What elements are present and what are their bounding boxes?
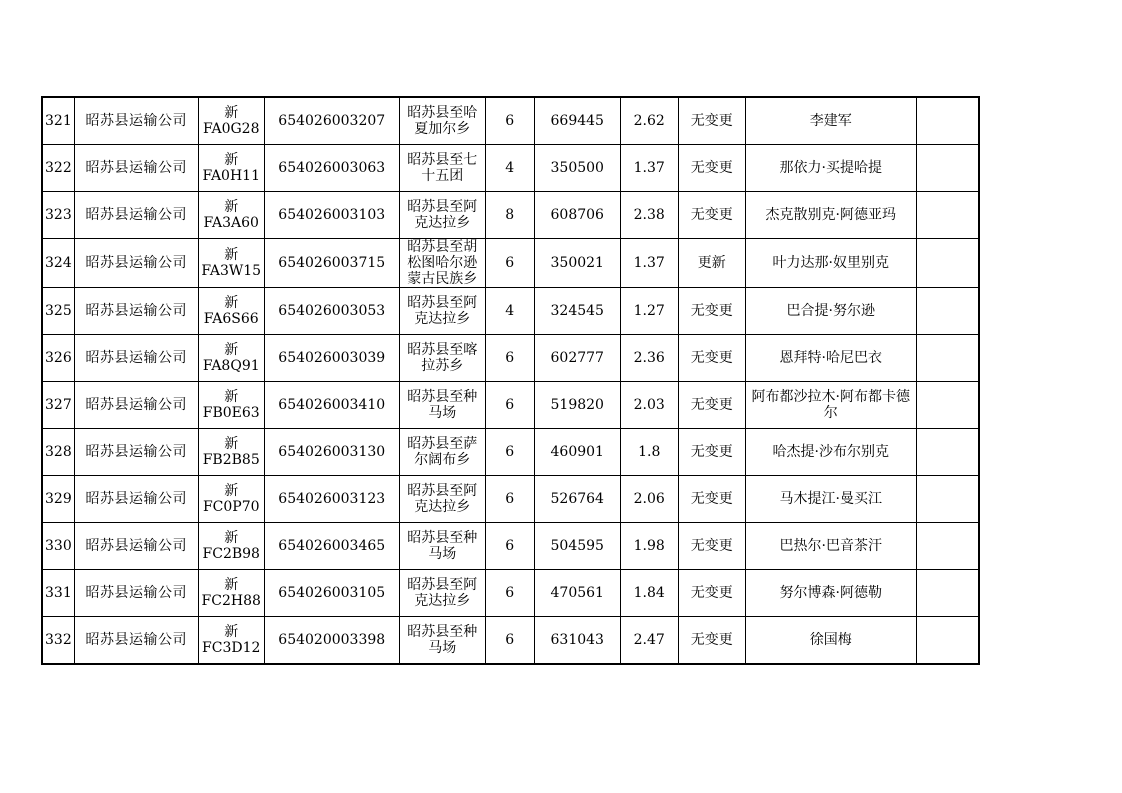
seats-cell: 4: [485, 145, 534, 192]
owner-cell: 李建军: [745, 97, 916, 145]
note-cell: [916, 97, 979, 145]
table-row: [42, 382, 979, 429]
plate-number-cell: 新FA0H11: [198, 145, 264, 192]
owner-cell: 马木提江·曼买江: [745, 476, 916, 523]
permit-code-cell: 654026003053: [264, 288, 399, 335]
status-cell: 无变更: [678, 97, 745, 145]
row-index-cell: 325: [42, 288, 74, 335]
value-cell: 526764: [534, 476, 620, 523]
plate-number-cell: 新FA6S66: [198, 288, 264, 335]
value-cell: 350500: [534, 145, 620, 192]
company-cell: 昭苏县运输公司: [74, 570, 198, 617]
note-cell: [916, 382, 979, 429]
value-cell: 460901: [534, 429, 620, 476]
coefficient-cell: 1.98: [620, 523, 678, 570]
owner-cell: 恩拜特·哈尼巴衣: [745, 335, 916, 382]
row-index-cell: 322: [42, 145, 74, 192]
table-row: [42, 192, 979, 239]
route-cell: 昭苏县至阿克达拉乡: [399, 192, 485, 239]
table-row: [42, 617, 979, 665]
value-cell: 608706: [534, 192, 620, 239]
route-cell: 昭苏县至种马场: [399, 617, 485, 665]
company-cell: 昭苏县运输公司: [74, 335, 198, 382]
table-row: [42, 523, 979, 570]
note-cell: [916, 239, 979, 288]
company-cell: 昭苏县运输公司: [74, 523, 198, 570]
row-index-cell: 328: [42, 429, 74, 476]
coefficient-cell: 1.37: [620, 239, 678, 288]
table-row: [42, 335, 979, 382]
table-row: [42, 97, 979, 145]
status-cell: 无变更: [678, 617, 745, 665]
plate-number-cell: 新FA8Q91: [198, 335, 264, 382]
owner-cell: 阿布都沙拉木·阿布都卡德尔: [745, 382, 916, 429]
row-index-cell: 324: [42, 239, 74, 288]
status-cell: 无变更: [678, 192, 745, 239]
permit-code-cell: 654026003063: [264, 145, 399, 192]
note-cell: [916, 192, 979, 239]
table-row: [42, 429, 979, 476]
plate-number-cell: 新FC3D12: [198, 617, 264, 665]
route-cell: 昭苏县至种马场: [399, 382, 485, 429]
coefficient-cell: 2.38: [620, 192, 678, 239]
plate-number-cell: 新FC0P70: [198, 476, 264, 523]
route-cell: 昭苏县至胡松图哈尔逊蒙古民族乡: [399, 239, 485, 288]
seats-cell: 6: [485, 476, 534, 523]
company-cell: 昭苏县运输公司: [74, 288, 198, 335]
company-cell: 昭苏县运输公司: [74, 239, 198, 288]
company-cell: 昭苏县运输公司: [74, 382, 198, 429]
route-cell: 昭苏县至七十五团: [399, 145, 485, 192]
route-cell: 昭苏县至哈夏加尔乡: [399, 97, 485, 145]
note-cell: [916, 145, 979, 192]
note-cell: [916, 570, 979, 617]
owner-cell: 巴热尔·巴音茶汗: [745, 523, 916, 570]
status-cell: 无变更: [678, 382, 745, 429]
note-cell: [916, 429, 979, 476]
note-cell: [916, 476, 979, 523]
coefficient-cell: 1.27: [620, 288, 678, 335]
route-cell: 昭苏县至阿克达拉乡: [399, 570, 485, 617]
permit-code-cell: 654026003207: [264, 97, 399, 145]
table-row: [42, 570, 979, 617]
note-cell: [916, 617, 979, 665]
coefficient-cell: 2.36: [620, 335, 678, 382]
route-cell: 昭苏县至萨尔阔布乡: [399, 429, 485, 476]
status-cell: 无变更: [678, 476, 745, 523]
coefficient-cell: 2.06: [620, 476, 678, 523]
status-cell: 无变更: [678, 335, 745, 382]
status-cell: 更新: [678, 239, 745, 288]
owner-cell: 叶力达那·奴里别克: [745, 239, 916, 288]
seats-cell: 6: [485, 239, 534, 288]
route-cell: 昭苏县至种马场: [399, 523, 485, 570]
coefficient-cell: 1.8: [620, 429, 678, 476]
table-row: [42, 145, 979, 192]
seats-cell: 6: [485, 523, 534, 570]
value-cell: 504595: [534, 523, 620, 570]
owner-cell: 杰克散别克·阿德亚玛: [745, 192, 916, 239]
owner-cell: 哈杰提·沙布尔别克: [745, 429, 916, 476]
row-index-cell: 321: [42, 97, 74, 145]
note-cell: [916, 288, 979, 335]
permit-code-cell: 654026003105: [264, 570, 399, 617]
row-index-cell: 330: [42, 523, 74, 570]
company-cell: 昭苏县运输公司: [74, 476, 198, 523]
value-cell: 669445: [534, 97, 620, 145]
seats-cell: 6: [485, 335, 534, 382]
coefficient-cell: 1.84: [620, 570, 678, 617]
row-index-cell: 329: [42, 476, 74, 523]
company-cell: 昭苏县运输公司: [74, 429, 198, 476]
owner-cell: 徐国梅: [745, 617, 916, 665]
coefficient-cell: 1.37: [620, 145, 678, 192]
route-cell: 昭苏县至喀拉苏乡: [399, 335, 485, 382]
permit-code-cell: 654026003130: [264, 429, 399, 476]
company-cell: 昭苏县运输公司: [74, 97, 198, 145]
route-cell: 昭苏县至阿克达拉乡: [399, 288, 485, 335]
table-row: [42, 239, 979, 288]
status-cell: 无变更: [678, 145, 745, 192]
plate-number-cell: 新FB0E63: [198, 382, 264, 429]
owner-cell: 努尔博森·阿德勒: [745, 570, 916, 617]
owner-cell: 巴合提·努尔逊: [745, 288, 916, 335]
plate-number-cell: 新FC2B98: [198, 523, 264, 570]
note-cell: [916, 335, 979, 382]
seats-cell: 6: [485, 570, 534, 617]
status-cell: 无变更: [678, 288, 745, 335]
value-cell: 350021: [534, 239, 620, 288]
plate-number-cell: 新FA0G28: [198, 97, 264, 145]
row-index-cell: 326: [42, 335, 74, 382]
permit-code-cell: 654026003103: [264, 192, 399, 239]
plate-number-cell: 新FA3A60: [198, 192, 264, 239]
table-row: [42, 476, 979, 523]
route-cell: 昭苏县至阿克达拉乡: [399, 476, 485, 523]
row-index-cell: 323: [42, 192, 74, 239]
value-cell: 470561: [534, 570, 620, 617]
coefficient-cell: 2.03: [620, 382, 678, 429]
value-cell: 602777: [534, 335, 620, 382]
row-index-cell: 332: [42, 617, 74, 665]
data-sheet: [41, 96, 980, 665]
company-cell: 昭苏县运输公司: [74, 617, 198, 665]
permit-code-cell: 654026003465: [264, 523, 399, 570]
owner-cell: 那依力·买提哈提: [745, 145, 916, 192]
status-cell: 无变更: [678, 523, 745, 570]
status-cell: 无变更: [678, 429, 745, 476]
company-cell: 昭苏县运输公司: [74, 192, 198, 239]
value-cell: 631043: [534, 617, 620, 665]
permit-code-cell: 654026003123: [264, 476, 399, 523]
coefficient-cell: 2.62: [620, 97, 678, 145]
seats-cell: 6: [485, 97, 534, 145]
permit-code-cell: 654026003039: [264, 335, 399, 382]
plate-number-cell: 新FA3W15: [198, 239, 264, 288]
status-cell: 无变更: [678, 570, 745, 617]
row-index-cell: 331: [42, 570, 74, 617]
vehicle-table: [41, 96, 980, 665]
coefficient-cell: 2.47: [620, 617, 678, 665]
seats-cell: 6: [485, 617, 534, 665]
note-cell: [916, 523, 979, 570]
table-body: [42, 97, 979, 664]
seats-cell: 4: [485, 288, 534, 335]
permit-code-cell: 654020003398: [264, 617, 399, 665]
row-index-cell: 327: [42, 382, 74, 429]
value-cell: 324545: [534, 288, 620, 335]
plate-number-cell: 新FB2B85: [198, 429, 264, 476]
company-cell: 昭苏县运输公司: [74, 145, 198, 192]
seats-cell: 6: [485, 429, 534, 476]
permit-code-cell: 654026003715: [264, 239, 399, 288]
table-row: [42, 288, 979, 335]
plate-number-cell: 新FC2H88: [198, 570, 264, 617]
permit-code-cell: 654026003410: [264, 382, 399, 429]
seats-cell: 8: [485, 192, 534, 239]
value-cell: 519820: [534, 382, 620, 429]
seats-cell: 6: [485, 382, 534, 429]
